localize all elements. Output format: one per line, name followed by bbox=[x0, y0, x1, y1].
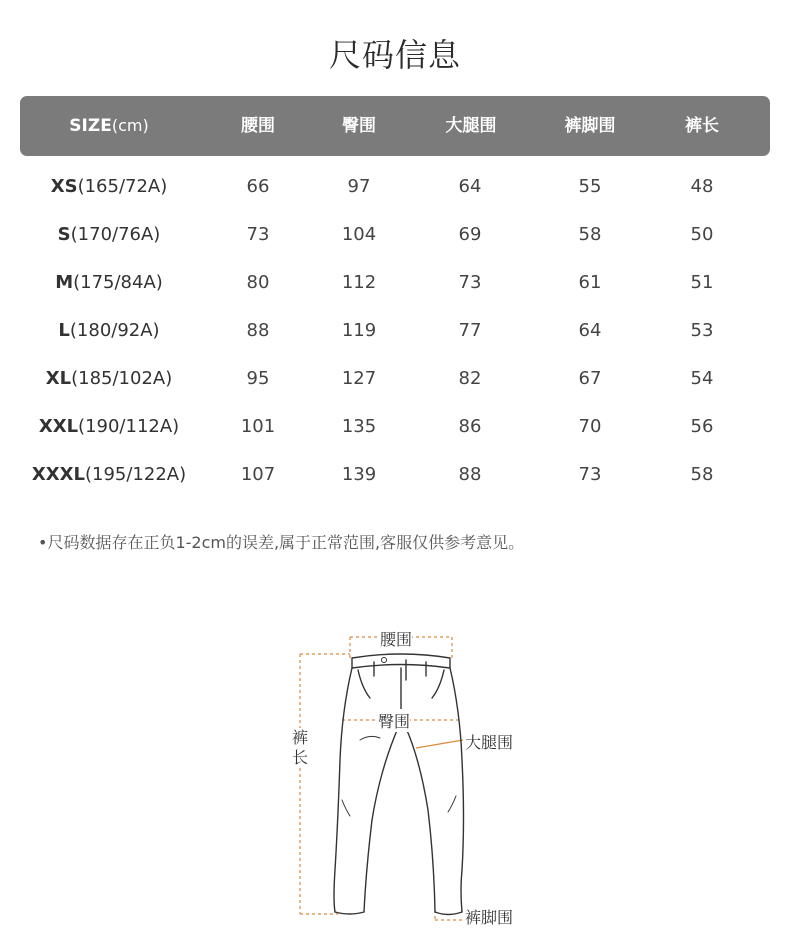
size-cell bbox=[58, 211, 161, 259]
size-cell bbox=[58, 307, 159, 355]
hip-value: 104 bbox=[341, 224, 377, 245]
hem-value: 61 bbox=[578, 272, 602, 293]
left-pocket bbox=[358, 670, 370, 698]
length-value: 53 bbox=[690, 320, 714, 341]
table-row bbox=[0, 211, 790, 259]
hip-value: 119 bbox=[341, 320, 377, 341]
length-value: 50 bbox=[690, 224, 714, 245]
size-table-header bbox=[20, 96, 770, 156]
thigh-value: 69 bbox=[458, 224, 482, 245]
thigh-label: 大腿围 bbox=[465, 730, 513, 753]
pants-measurement-diagram bbox=[280, 620, 540, 940]
size-cell bbox=[46, 355, 173, 403]
size-code: XXXL bbox=[31, 464, 85, 485]
waist-value: 88 bbox=[246, 320, 270, 341]
belt-loops bbox=[374, 660, 426, 680]
size-spec: (195/122A) bbox=[84, 464, 187, 485]
table-row bbox=[0, 259, 790, 307]
size-cell bbox=[39, 403, 179, 451]
hem-label: 裤脚围 bbox=[465, 905, 513, 928]
hem-value: 55 bbox=[578, 176, 602, 197]
waist-value: 73 bbox=[246, 224, 270, 245]
size-cell bbox=[51, 163, 168, 211]
size-spec: (165/72A) bbox=[77, 176, 168, 197]
thigh-value: 77 bbox=[458, 320, 482, 341]
length-value: 56 bbox=[690, 416, 714, 437]
header-length: 裤长 bbox=[685, 116, 719, 136]
hem-value: 64 bbox=[578, 320, 602, 341]
thigh-value: 82 bbox=[458, 368, 482, 389]
length-value: 51 bbox=[690, 272, 714, 293]
hip-value: 135 bbox=[341, 416, 377, 437]
size-code: XL bbox=[45, 368, 72, 389]
waistband bbox=[352, 654, 450, 668]
length-value: 54 bbox=[690, 368, 714, 389]
size-code: S bbox=[57, 224, 71, 245]
left-hem bbox=[335, 912, 364, 914]
size-code: XXL bbox=[38, 416, 79, 437]
hip-value: 127 bbox=[341, 368, 377, 389]
size-spec: (180/92A) bbox=[69, 320, 160, 341]
thigh-value: 73 bbox=[458, 272, 482, 293]
length-value: 48 bbox=[690, 176, 714, 197]
left-leg-inner bbox=[364, 728, 398, 912]
hem-value: 58 bbox=[578, 224, 602, 245]
size-code: M bbox=[55, 272, 74, 293]
length-value: 58 bbox=[690, 464, 714, 485]
waist-button bbox=[382, 658, 387, 663]
thigh-value: 88 bbox=[458, 464, 482, 485]
left-leg-outer bbox=[334, 668, 352, 912]
knee-creases bbox=[342, 796, 456, 816]
measurement-note: •尺码数据存在正负1-2cm的误差,属于正常范围,客服仅供参考意见。 bbox=[38, 533, 525, 552]
thigh-guide bbox=[416, 740, 463, 748]
waist-value: 66 bbox=[246, 176, 270, 197]
right-pocket bbox=[432, 670, 444, 698]
table-row bbox=[0, 451, 790, 499]
pants-illustration bbox=[280, 620, 540, 940]
hip-value: 139 bbox=[341, 464, 377, 485]
header-size bbox=[69, 96, 148, 156]
size-code: L bbox=[58, 320, 70, 341]
size-spec: (175/84A) bbox=[73, 272, 163, 293]
length-label: 裤长 bbox=[291, 728, 308, 767]
size-spec: (185/102A) bbox=[71, 368, 173, 389]
waist-label: 腰围 bbox=[380, 627, 412, 650]
hem-value: 70 bbox=[578, 416, 602, 437]
right-hem bbox=[435, 912, 462, 915]
pants-outline bbox=[334, 654, 464, 915]
waist-value: 95 bbox=[246, 368, 270, 389]
table-row bbox=[0, 403, 790, 451]
thigh-value: 86 bbox=[458, 416, 482, 437]
hip-crease bbox=[360, 736, 380, 740]
right-leg-inner bbox=[406, 728, 435, 912]
hip-label: 臀围 bbox=[378, 709, 410, 732]
header-hip: 臀围 bbox=[342, 116, 376, 136]
right-leg-outer bbox=[450, 668, 464, 912]
header-waist: 腰围 bbox=[241, 116, 275, 136]
page-title: 尺码信息 bbox=[328, 36, 461, 74]
thigh-value: 64 bbox=[458, 176, 482, 197]
measure-guides bbox=[300, 637, 463, 920]
waist-value: 101 bbox=[240, 416, 276, 437]
waist-value: 107 bbox=[240, 464, 276, 485]
size-spec: (170/76A) bbox=[70, 224, 161, 245]
table-row bbox=[0, 307, 790, 355]
size-cell bbox=[55, 259, 163, 307]
hip-value: 97 bbox=[347, 176, 371, 197]
size-cell bbox=[32, 451, 186, 499]
size-spec: (190/112A) bbox=[78, 416, 180, 437]
hem-value: 67 bbox=[578, 368, 602, 389]
waist-value: 80 bbox=[246, 272, 270, 293]
size-code: XS bbox=[50, 176, 78, 197]
hip-value: 112 bbox=[341, 272, 377, 293]
table-row bbox=[0, 355, 790, 403]
header-size-label: SIZE bbox=[69, 116, 112, 136]
header-thigh: 大腿围 bbox=[445, 116, 497, 136]
table-row bbox=[0, 163, 790, 211]
header-size-unit: (cm) bbox=[111, 116, 149, 135]
header-hem: 裤脚围 bbox=[564, 116, 616, 136]
hem-value: 73 bbox=[578, 464, 602, 485]
